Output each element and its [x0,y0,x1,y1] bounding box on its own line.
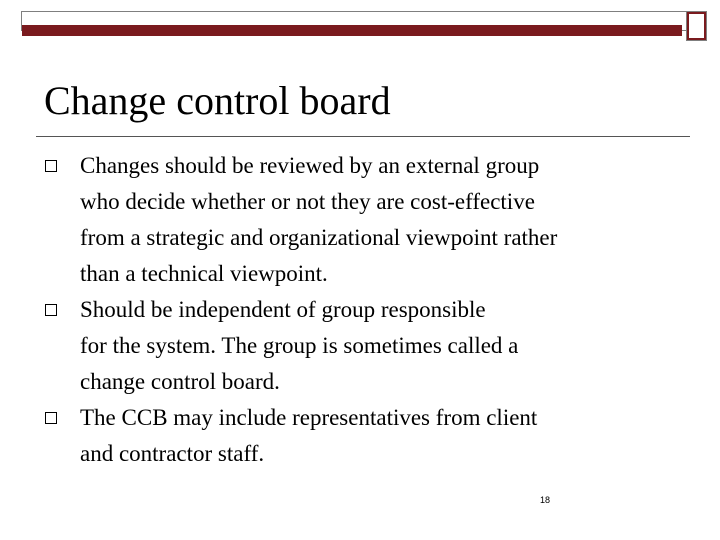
bullet-text-line: and contractor staff. [80,441,265,466]
bullet-text-line: change control board. [80,369,280,394]
bullet-item [44,148,684,292]
page-number: 18 [540,495,551,505]
bullet-text-line: for the system. The group is sometimes called a [80,333,519,358]
bullet-text-line: The CCB may include representatives from client [80,405,538,430]
hollow-square-bullet-icon [45,412,57,424]
slide-title: Change control board [44,78,391,123]
bullet-text-line: Changes should be reviewed by an external group [80,153,540,178]
hollow-square-bullet-icon [45,160,57,172]
bullet-text-line: than a technical viewpoint. [80,261,328,286]
top-decorative-bar [22,25,682,36]
bullet-text-line: from a strategic and organizational viewpoint rather [80,225,558,250]
bullet-text-line: who decide whether or not they are cost-effective [80,189,535,214]
corner-decorative-square-inner [689,14,704,38]
bullet-item [44,400,684,472]
bullet-text-line: Should be independent of group responsible [80,297,486,322]
bullet-list [44,148,684,472]
bullet-item [44,292,684,400]
hollow-square-bullet-icon [45,304,57,316]
title-divider [36,136,690,137]
